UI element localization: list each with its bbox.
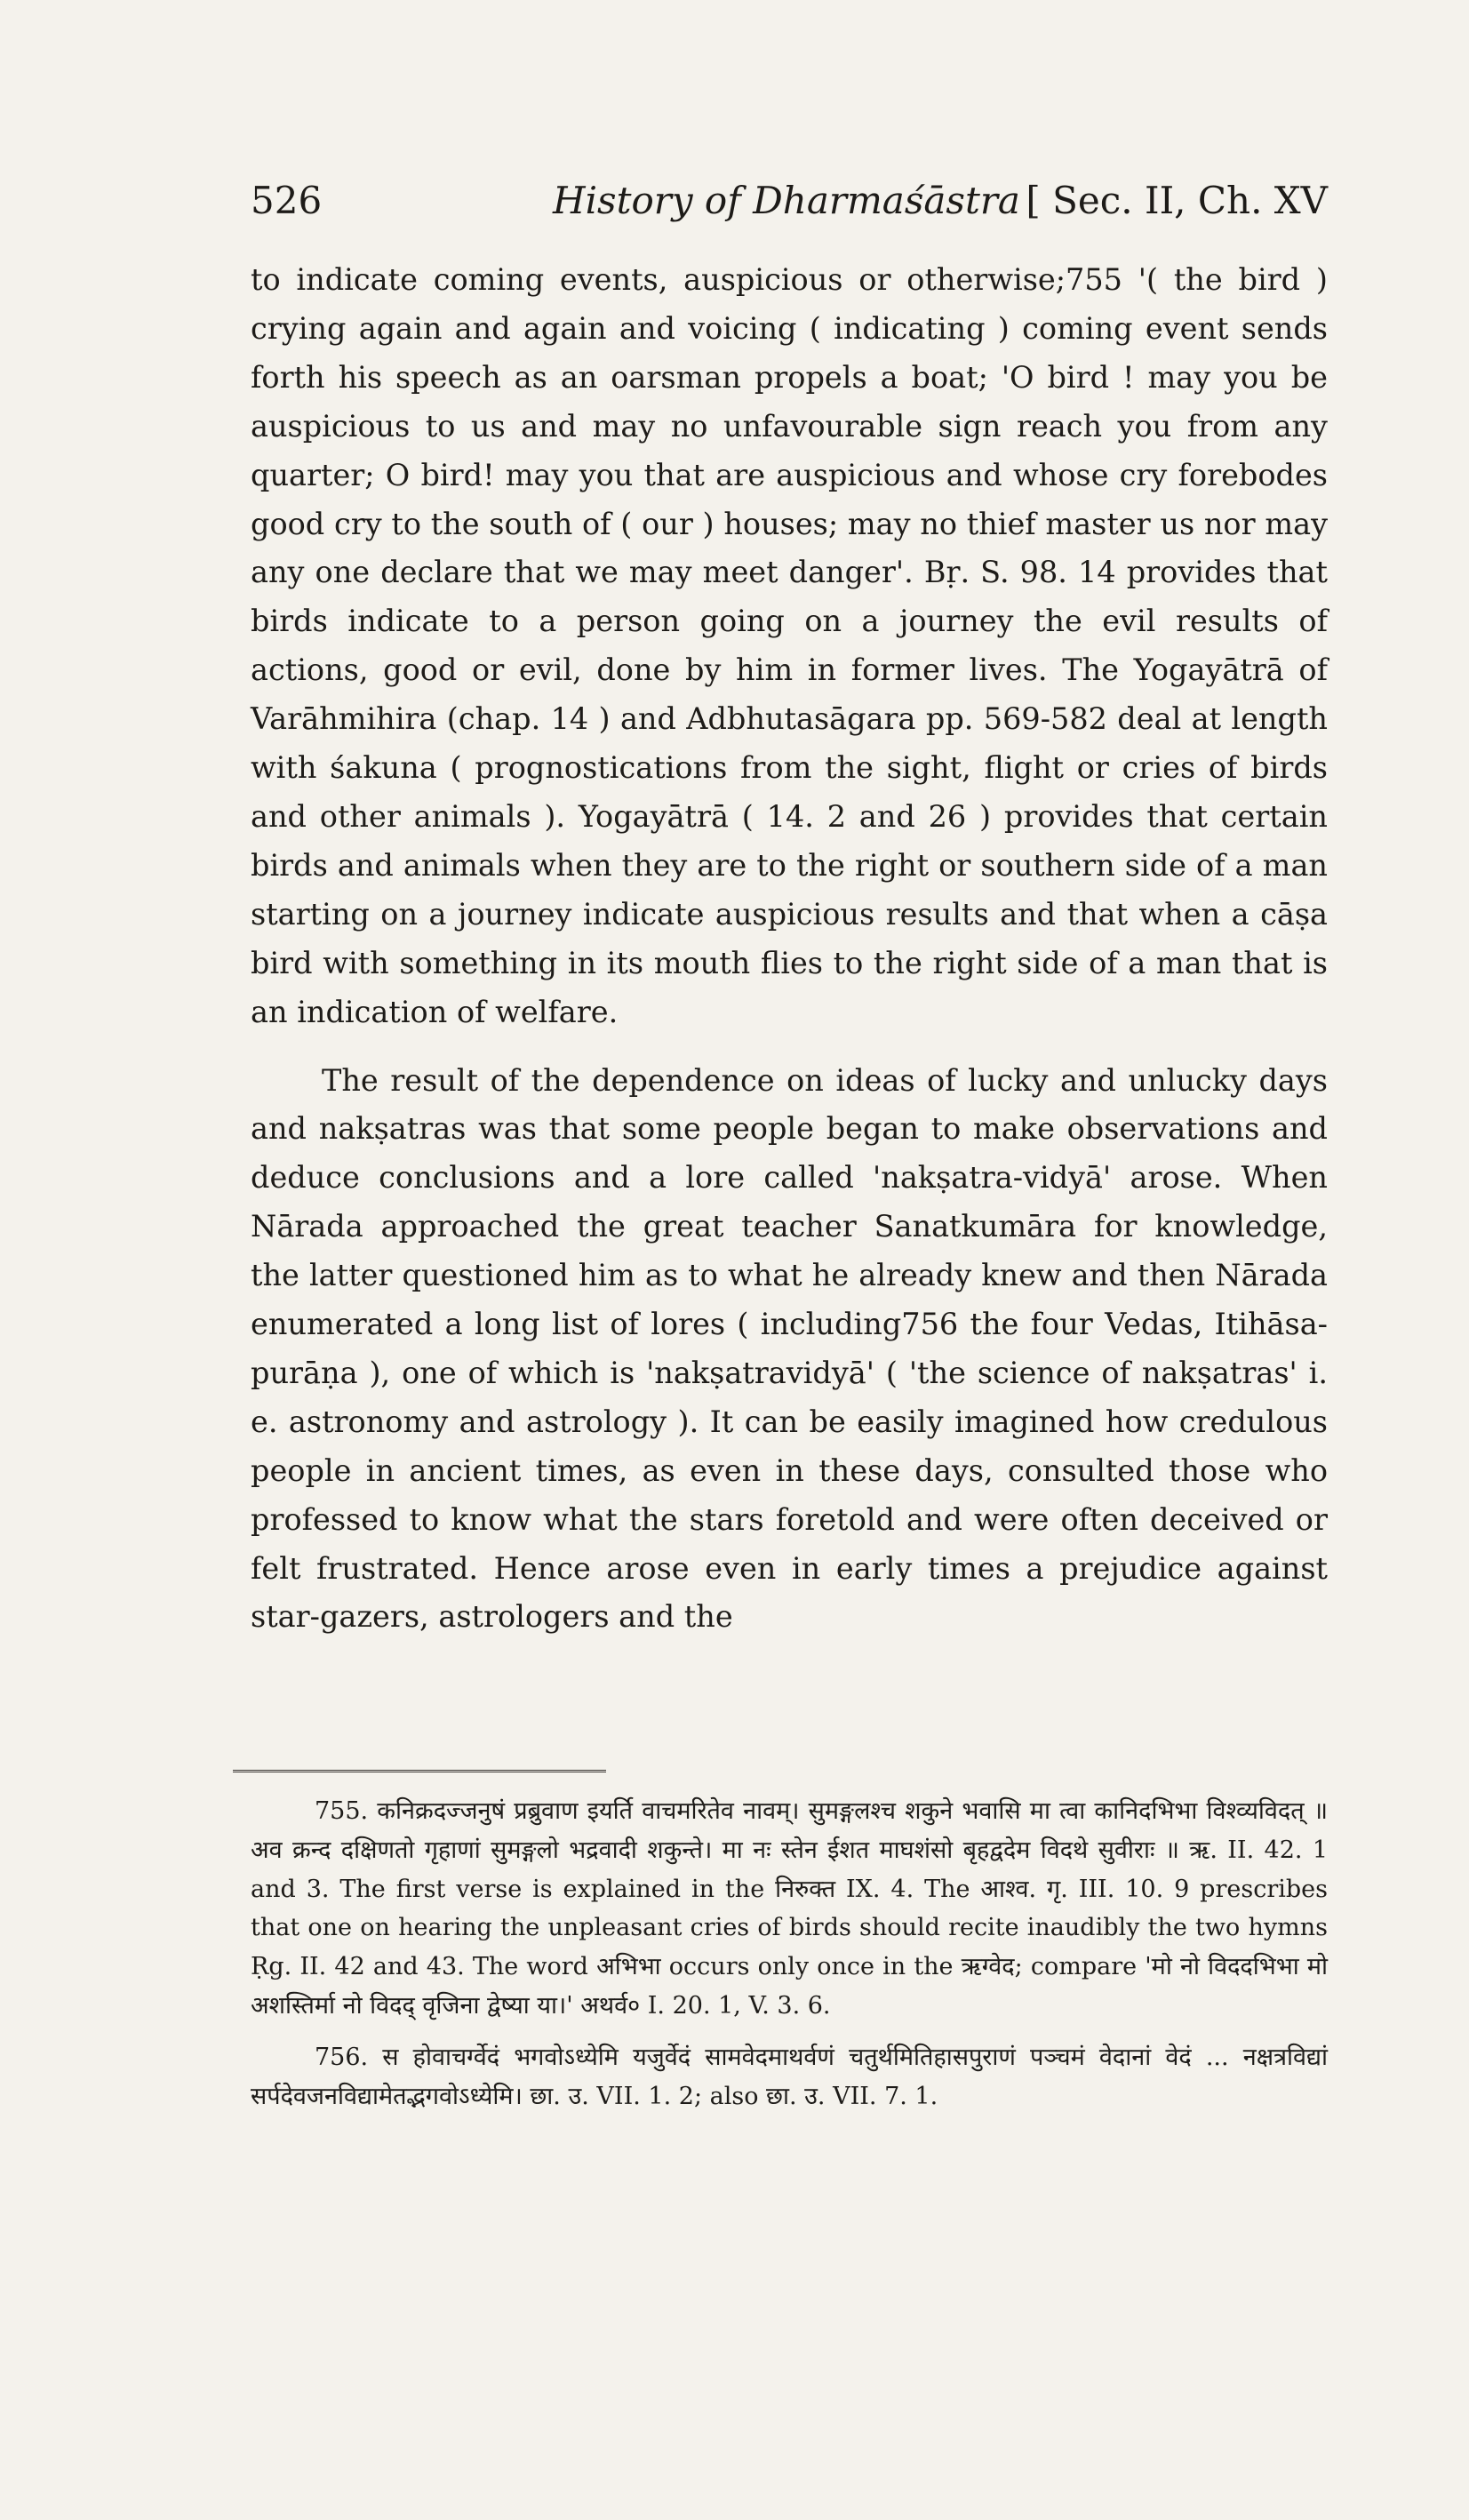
footnote-756: 756. स होवाचर्ग्वेदं भगवोऽध्येमि यजुर्वेदं सामवेदमाथर्वणं चतुर्थमितिहासपुराणं पञ्चमं वेदानां वेदं ... नक्षत्रविद्यां सर्पदेवजनविद्यामेतद्भगवोऽध्येमि। छा. उ. VII. 1. 2; also छा. उ. VII. 7. 1. [251,2043,1328,2110]
footnotes [251,1792,1328,2116]
footnote-755: 755. कनिक्रदज्जनुषं प्रब्रुवाण इयर्ति वाचमरितेव नावम्। सुमङ्गलश्च शकुने भवासि मा त्वा कानिदभिभा विश्व्यविदत् ॥ अव क्रन्द दक्षिणतो गृहाणां सुमङ्गलो भद्रवादी शकुन्ते। मा नः स्तेन ईशत माघशंसो बृहद्वदेम विदथे सुवीराः ॥ ऋ. II. 42. 1 and 3. The first verse is explained in the निरुक्त IX. 4. The आश्व. गृ. III. 10. 9 prescribes that one on hearing the unpleasant cries of birds should recite inaudibly the two hymns Ṛg. II. 42 and 43. The word अभिभा occurs only once in the ऋग्वेद; compare 'मो नो विददभिभा मो अशस्तिर्मा नो विदद् वृजिना द्वेष्या या।' अथर्व० I. 20. 1, V. 3. 6. [251,1797,1328,2020]
running-title: History of Dharmaśāstra [553,179,1020,222]
main-text [251,256,1328,1642]
footnote-separator [233,1770,606,1772]
page-header [251,174,1328,228]
section-reference: [ Sec. II, Ch. XV [1026,179,1328,222]
page-number: 526 [251,179,323,222]
paragraph: to indicate coming events, auspicious or otherwise;755 '( the bird ) crying again and again and voicing ( indicating ) coming event sends forth his speech as an oarsman propels a boat; 'O bird ! may you be auspicious to us and may no unfavourable sign reach you from any quarter; O bird! may you that are auspicious and whose cry forebodes good cry to the south of ( our ) houses; may no thief master us nor may any one declare that we may meet danger'. Bṛ. S. 98. 14 provides that birds indicate to a person going on a journey the evil results of actions, good or evil, done by him in former lives. The Yogayātrā of Varāhmihira (chap. 14 ) and Adbhutasāgara pp. 569-582 deal at length with śakuna ( prognostications from the sight, flight or cries of birds and other animals ). Yogayātrā ( 14. 2 and 26 ) provides that certain birds and animals when they are to the right or southern side of a man starting on a journey indicate auspicious results and that when a cāṣa bird with something in its mouth flies to the right side of a man that is an indication of welfare. [251,262,1328,1029]
paragraph: The result of the dependence on ideas of lucky and unlucky days and nakṣatras was that some people began to make observations and deduce conclusions and a lore called 'nakṣatra-vidyā' arose. When Nārada approached the great teacher Sanatkumāra for knowledge, the latter questioned him as to what he already knew and then Nārada enumerated a long list of lores ( including756 the four Vedas, Itihāsa-purāṇa ), one of which is 'nakṣatravidyā' ( 'the science of nakṣatras' i. e. astronomy and astrology ). It can be easily imagined how credulous people in ancient times, as even in these days, consulted those who professed to know what the stars foretold and were often deceived or felt frustrated. Hence arose even in early times a prejudice against star-gazers, astrologers and the [251,1062,1328,1635]
